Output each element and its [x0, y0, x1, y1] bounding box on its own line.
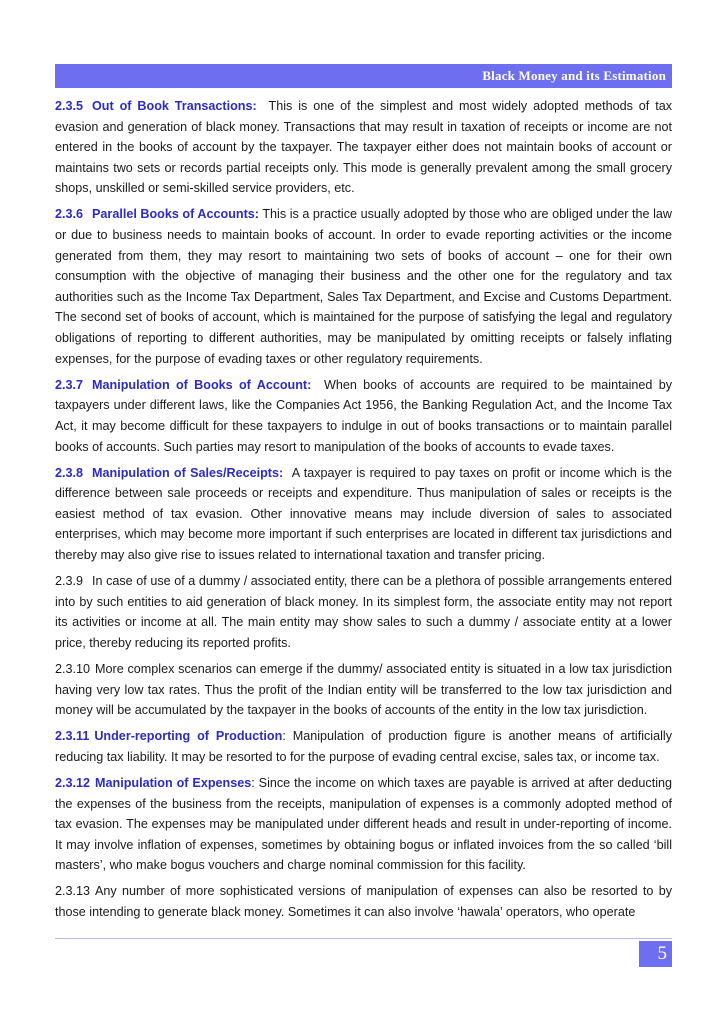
section-number: 2.3.10 [55, 661, 91, 676]
section-2-3-9 [55, 571, 672, 653]
section-body: This is a practice usually adopted by those who are obliged under the law or due to business needs to maintain books of account. In order to evade reporting activities or the income generated from them, they may resort to maintaining two sets of books of account – one for their own consumption with the objective of managing their business and the other one for the regulatory and tax authorities such as the Income Tax Department, Sales Tax Department, and Excise and Customs Department. The second set of books of account, which is maintained for the purpose of satisfying the legal and regulatory obligations of reporting to different authorities, may be manipulated by omitting receipts or falsely inflating expenses, for the purpose of evading taxes or other regulatory requirements. [55, 207, 672, 366]
section-number: 2.3.11 [55, 729, 90, 744]
section-number: 2.3.8 [55, 465, 84, 480]
section-body: Any number of more sophisticated versions of manipulation of expenses can also be resorted to by those intending to generate black money. Sometimes it can also involve ‘hawala’ operators, who operate [55, 884, 672, 919]
page-number: 5 [639, 941, 672, 967]
document-body [55, 96, 672, 928]
section-number: 2.3.9 [55, 574, 84, 589]
section-body: : Manipulation of production figure is another means of artificially reducing tax liability. It may be resorted to for the purpose of evading central excise, sales tax, or income tax. [55, 729, 672, 764]
section-number: 2.3.6 [55, 207, 84, 222]
section-2-3-13 [55, 881, 672, 922]
section-2-3-12 [55, 773, 672, 876]
running-header-title: Black Money and its Estimation [482, 68, 666, 83]
section-body: When books of accounts are required to be maintained by taxpayers under different laws, like the Companies Act 1956, the Banking Regulation Act, and the Income Tax Act, it may become difficult for these taxpayers to indulge in out of books transactions or to maintain parallel books of accounts. Such parties may resort to manipulation of the books of accounts to evade taxes. [55, 377, 673, 454]
section-2-3-6 [55, 204, 672, 369]
section-body: : Since the income on which taxes are payable is arrived at after deducting the expenses of the business from the receipts, manipulation of expenses is a commonly adopted method of tax evasion. The expenses may be manipulated under different heads and result in under-reporting of income. It may involve inflation of expenses, sometimes by obtaining bogus or inflated invoices from the so called ‘bill masters’, who make bogus vouchers and charge nominal commission for this facility. [55, 775, 672, 873]
section-title: Manipulation of Books of Account: [92, 377, 312, 392]
section-2-3-7 [55, 375, 672, 457]
section-2-3-8 [55, 463, 672, 566]
section-2-3-10 [55, 659, 672, 721]
footer-divider [55, 938, 672, 939]
section-title: Under-reporting of Production [94, 729, 283, 744]
section-body: A taxpayer is required to pay taxes on profit or income which is the difference between sale proceeds or receipts and expenditure. Thus manipulation of sales or receipts is the easiest method of tax evasion. Other innovative means may include diversion of sales to associated enterprises, which may become more important if such enterprises are located in different tax jurisdictions and thereby may also give rise to issues related to international taxation and transfer pricing. [55, 465, 672, 562]
section-body: This is one of the simplest and most widely adopted methods of tax evasion and generation of black money. Transactions that may result in taxation of receipts or income are not entered in the books of account by the taxpayer. The taxpayer either does not maintain books of account or maintains two sets or records partial receipts only. This mode is generally prevalent among the small grocery shops, unskilled or semi-skilled service providers, etc. [55, 99, 673, 196]
section-body: More complex scenarios can emerge if the dummy/ associated entity is situated in a low tax jurisdiction having very low tax rates. Thus the profit of the Indian entity will be transferred to the low tax jurisdiction and money will be accumulated by the taxpayer in the books of accounts of the entity in the low tax jurisdiction. [55, 661, 672, 718]
section-title: Parallel Books of Accounts: [92, 207, 259, 222]
section-2-3-11 [55, 726, 672, 767]
section-title: Manipulation of Sales/Receipts: [92, 465, 284, 480]
section-title: Out of Book Transactions: [92, 99, 257, 113]
section-number: 2.3.7 [55, 377, 84, 392]
section-title: Manipulation of Expenses [95, 775, 252, 790]
section-number: 2.3.12 [55, 775, 91, 790]
section-number: 2.3.5 [55, 99, 84, 113]
section-number: 2.3.13 [55, 884, 91, 899]
section-body: In case of use of a dummy / associated entity, there can be a plethora of possible arrangements entered into by such entities to aid generation of black money. In its simplest form, the associate entity may not report its activities or income at all. The main entity may show sales to such a dummy / associate entity at a lower price, thereby reducing its reported profits. [55, 574, 672, 650]
section-2-3-5 [55, 96, 672, 199]
header-band [55, 64, 672, 88]
